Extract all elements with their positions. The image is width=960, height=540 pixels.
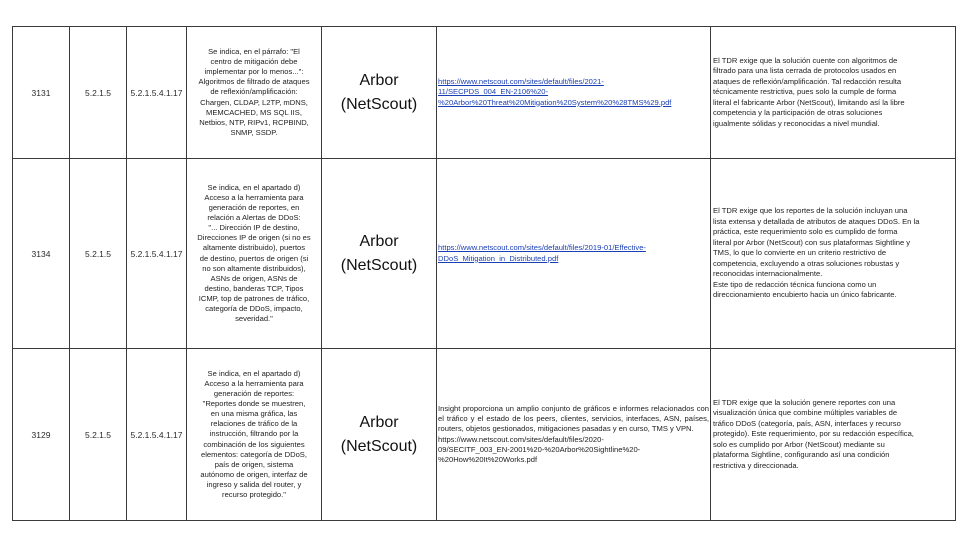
section-cell: 5.2.1.5 (70, 349, 127, 521)
observation-line: ataques de reflexión/amplificación. Tal redacción resulta (713, 76, 902, 86)
requirement-line: Se indica, en el párrafo: "El (208, 47, 300, 57)
requirement-line: autónomo de origen, interfaz de (200, 469, 308, 479)
requirement-line: Acceso a la herramienta para (204, 192, 304, 202)
requirement-line: no son altamente distribuidos), (202, 263, 306, 273)
requirement-line: centro de mitigación debe (210, 57, 298, 67)
requirement-line: destino, banderas TCP, Tipos (204, 283, 304, 293)
vendor-name: Arbor (359, 72, 399, 90)
observation-line: protegido). Este requerimiento, por su redacción específica, (713, 429, 914, 439)
observation-line: técnicamente restrictiva, pues solo la cumple de forma (713, 87, 897, 97)
observation-line: literal por Arbor (NetScout) con sus plataformas Sightline y (713, 237, 911, 247)
vendor-name: Arbor (359, 233, 399, 251)
section-cell: 5.2.1.5 (70, 159, 127, 349)
requirement-line: categoría de DDoS, impacto, (205, 303, 303, 313)
requirement-line: de reflexión/amplificación: (210, 87, 298, 97)
observation-line: lista extensa y detallada de atributos de ataques DDoS. En la (713, 216, 920, 226)
evidence-cell (437, 159, 711, 349)
evidence-url-line: https://www.netscout.com/sites/default/files/2020- (438, 434, 604, 444)
observation-line: literal el fabricante Arbor (NetScout), limitando así la libre (713, 97, 905, 107)
requirement-line: ICMP, top de patrones de tráfico, (198, 293, 310, 303)
requirement-line: país de origen, sistema (214, 459, 294, 469)
requirement-line: ingreso y salida del router, y (206, 479, 302, 489)
table-row (13, 349, 956, 521)
requirement-line: relación a Alertas de DDoS: (207, 213, 301, 223)
vendor-parent: (NetScout) (340, 95, 418, 113)
evidence-link-line: https://www.netscout.com/sites/default/files/2021- (438, 77, 604, 87)
vendor-parent: (NetScout) (340, 437, 418, 455)
observation-line: TMS, lo que lo convierte en un criterio restrictivo de (713, 248, 887, 258)
requirement-cell (187, 159, 322, 349)
requirement-line: Acceso a la herramienta para (204, 378, 304, 388)
requirement-cell (187, 27, 322, 159)
requirement-line: Se indica, en el apartado d) (207, 182, 301, 192)
requirement-line: altamente distribuido), puertos (202, 243, 306, 253)
requirement-line: SNMP, SSDP. (230, 127, 278, 137)
evidence-link-line: 11/SECPDS_004_EN-2106%20- (438, 87, 549, 97)
vendor-cell (322, 159, 437, 349)
observation-line: direccionamiento encubierto hacia un único fabricante. (713, 290, 897, 300)
evidence-link-line: DDoS_Mitigation_in_Distributed.pdf (438, 253, 559, 263)
observation-cell (711, 27, 956, 159)
row-id-cell: 3134 (13, 159, 70, 349)
row-id-cell: 3129 (13, 349, 70, 521)
observation-line: El TDR exige que la solución genere reportes con una (713, 397, 896, 407)
evidence-cell (437, 349, 711, 521)
evidence-url-line: %20How%20It%20Works.pdf (438, 454, 538, 464)
table-row (13, 159, 956, 349)
evidence-cell (437, 27, 711, 159)
vendor-cell (322, 349, 437, 521)
requirement-line: "... Dirección IP de destino, (208, 223, 300, 233)
subsection-cell: 5.2.1.5.4.1.17 (127, 349, 187, 521)
requirement-line: Netbios, NTP, RIPv1, RCPBIND, (199, 117, 309, 127)
evidence-link[interactable] (438, 77, 709, 107)
table-body (13, 27, 956, 521)
observation-line: filtrado para una lista cerrada de protocolos usados en (713, 66, 897, 76)
requirement-line: elementos: categoría de DDoS, (201, 449, 307, 459)
evidence-link-line: %20Arbor%20Threat%20Mitigation%20System%20%28TMS%29.pdf (438, 97, 672, 107)
observation-line: práctica, este requerimiento solo es cumplido de forma (713, 227, 898, 237)
evidence-url-line: 09/SECITF_003_EN-2001%20-%20Arbor%20Sightline%20- (438, 444, 641, 454)
table-row (13, 27, 956, 159)
observation-line: visualización única que combine múltiples variables de (713, 408, 898, 418)
observation-cell (711, 159, 956, 349)
requirement-line: de destino, puertos de origen (si (199, 253, 309, 263)
evidence-link[interactable] (438, 243, 709, 263)
subsection-cell: 5.2.1.5.4.1.17 (127, 159, 187, 349)
requirement-line: generación de reportes, en (208, 203, 300, 213)
requirement-line: Se indica, en el apartado d) (207, 368, 301, 378)
requirement-line: severidad." (235, 314, 273, 324)
observation-line: solo es cumplido por Arbor (NetScout) mediante su (713, 439, 885, 449)
observation-line: plataforma Sightline, configurando así una condición (713, 450, 890, 460)
requirement-line: instrucción, filtrando por la (209, 429, 299, 439)
observation-line: El TDR exige que los reportes de la solución incluyan una (713, 206, 908, 216)
row-id-cell: 3131 (13, 27, 70, 159)
requirement-line: Chargen, CLDAP, L2TP, mDNS, (200, 97, 308, 107)
observation-line: igualmente sólidas y reconocidas a nivel mundial. (713, 118, 880, 128)
requirement-cell (187, 349, 322, 521)
requirement-line: Direcciones IP de origen (si no es (197, 233, 311, 243)
vendor-name: Arbor (359, 414, 399, 432)
section-cell: 5.2.1.5 (70, 27, 127, 159)
requirement-line: en una misma gráfica, las (210, 409, 298, 419)
requirement-line: Algoritmos de filtrado de ataques (198, 77, 310, 87)
observation-line: Este tipo de redacción técnica funciona como un (713, 279, 877, 289)
comparison-table (12, 26, 956, 521)
requirement-line: recurso protegido." (222, 490, 286, 500)
vendor-cell (322, 27, 437, 159)
observation-line: El TDR exige que la solución cuente con algoritmos de (713, 55, 898, 65)
observation-line: competencia y la participación de otras soluciones (713, 108, 883, 118)
requirement-line: MEMCACHED, MS SQL IIS, (206, 107, 302, 117)
evidence-link-line: https://www.netscout.com/sites/default/files/2019-01/Effective- (438, 243, 646, 253)
requirement-line: implementar por lo menos...": (204, 67, 304, 77)
observation-line: restrictiva y direccionada. (713, 460, 799, 470)
requirement-line: "Reportes donde se muestren, (202, 399, 306, 409)
evidence-text: Insight proporciona un amplio conjunto de gráficos e informes relacionados con el tráfico y el estado de los peers, clientes, servicios, interfaces, ASN, países, routers, objetos gestionados, mitigaciones pasadas y en curso, TMS y VPN. (438, 404, 709, 434)
observation-line: tráfico DDoS (categoría, país, ASN, interfaces y recurso (713, 418, 901, 428)
observation-cell (711, 349, 956, 521)
vendor-parent: (NetScout) (340, 256, 418, 274)
observation-line: competencia, excluyendo a otras soluciones robustas y (713, 258, 900, 268)
requirement-line: combinación de los siguientes (203, 439, 305, 449)
observation-line: reconocidas internacionalmente. (713, 269, 823, 279)
requirement-line: generación de reportes: (213, 389, 295, 399)
requirement-line: relaciones de tráfico de la (210, 419, 298, 429)
subsection-cell: 5.2.1.5.4.1.17 (127, 27, 187, 159)
requirement-line: ASNs de origen, ASNs de (210, 273, 298, 283)
